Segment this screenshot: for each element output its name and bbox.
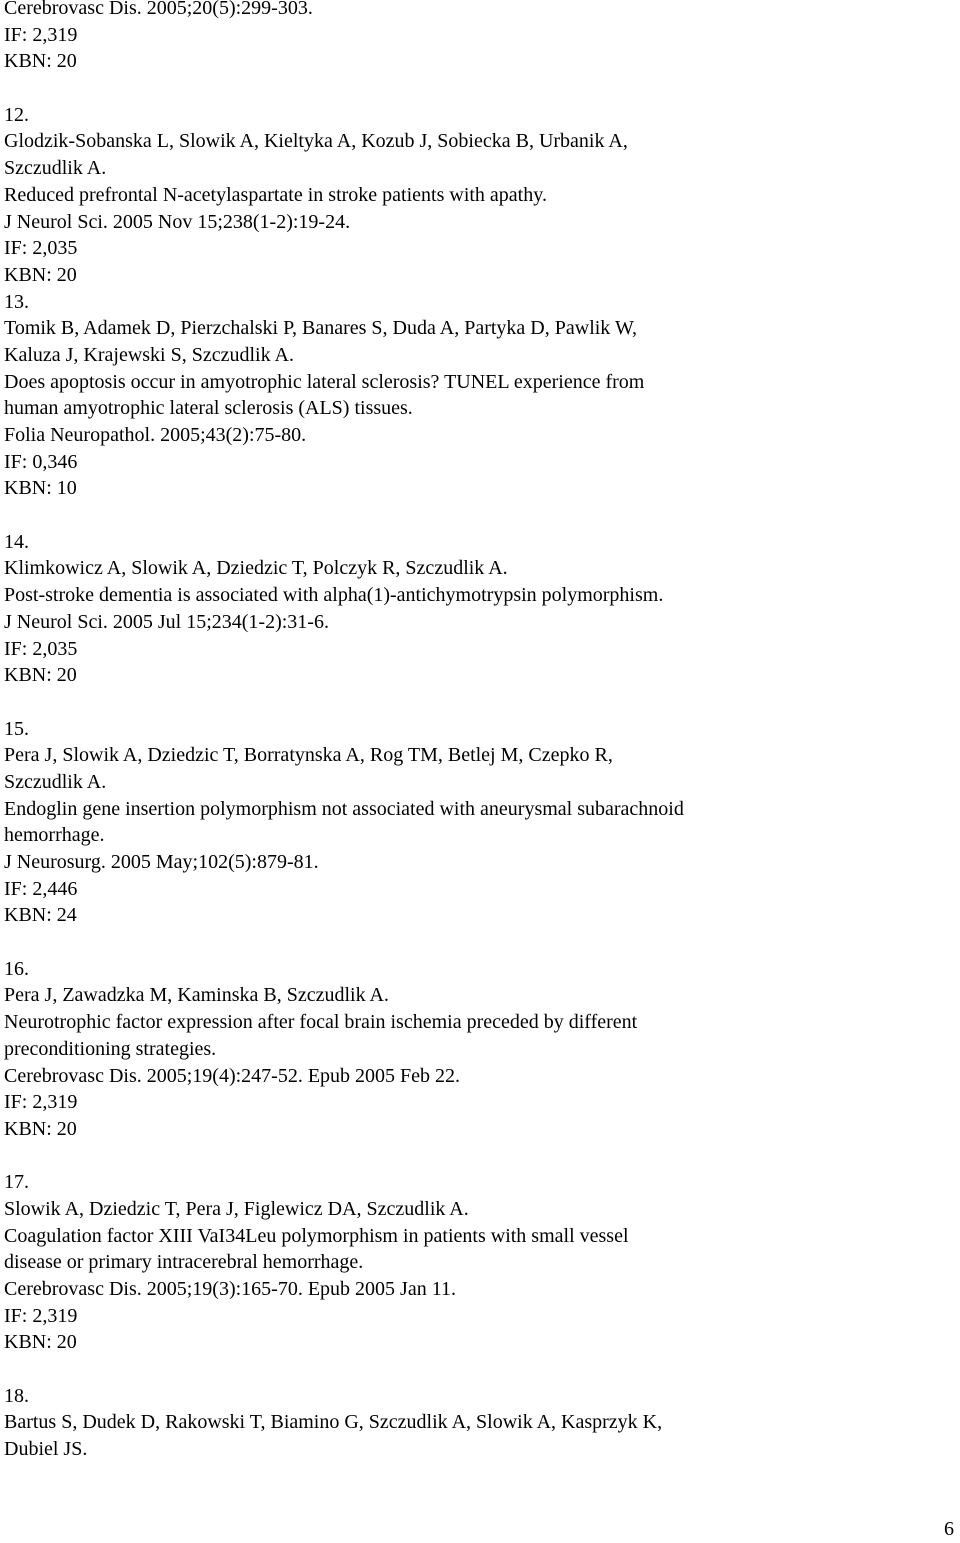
text-line: IF: 2,319 xyxy=(4,23,78,46)
text-line: IF: 0,346 xyxy=(4,450,78,473)
blank-line xyxy=(4,1143,944,1170)
text-line: 16. xyxy=(4,957,29,980)
text-line: Does apoptosis occur in amyotrophic lateral sclerosis? TUNEL experience from xyxy=(4,370,645,393)
text-line: Pera J, Zawadzka M, Kaminska B, Szczudlik A. xyxy=(4,984,389,1007)
text-line: Klimkowicz A, Slowik A, Dziedzic T, Polczyk R, Szczudlik A. xyxy=(4,557,508,580)
text-line: Bartus S, Dudek D, Rakowski T, Biamino G, Szczudlik A, Slowik A, Kasprzyk K, xyxy=(4,1411,663,1434)
text-line: Reduced prefrontal N-acetylaspartate in stroke patients with apathy. xyxy=(4,183,547,206)
text-line: Neurotrophic factor expression after focal brain ischemia preceded by different xyxy=(4,1011,638,1034)
text-line: 14. xyxy=(4,530,29,553)
blank-line xyxy=(4,1356,944,1383)
text-line: Coagulation factor XIII VaI34Leu polymorphism in patients with small vessel xyxy=(4,1224,629,1247)
text-line: Glodzik-Sobanska L, Slowik A, Kieltyka A, Kozub J, Sobiecka B, Urbanik A, xyxy=(4,130,628,153)
text-line: J Neurol Sci. 2005 Jul 15;234(1-2):31-6. xyxy=(4,610,329,633)
blank-line xyxy=(4,502,944,529)
text-line: preconditioning strategies. xyxy=(4,1037,217,1060)
text-line: Endoglin gene insertion polymorphism not associated with aneurysmal subarachnoid xyxy=(4,797,684,820)
blank-line xyxy=(4,689,944,716)
text-line: IF: 2,035 xyxy=(4,637,78,660)
text-line: Cerebrovasc Dis. 2005;19(4):247-52. Epub 2005 Feb 22. xyxy=(4,1064,461,1087)
text-line: IF: 2,035 xyxy=(4,237,78,260)
blank-line xyxy=(4,929,944,956)
text-line: KBN: 20 xyxy=(4,263,77,286)
text-line: IF: 2,319 xyxy=(4,1304,78,1327)
text-line: Post-stroke dementia is associated with alpha(1)-antichymotrypsin polymorphism. xyxy=(4,584,664,607)
text-line: IF: 2,319 xyxy=(4,1091,78,1114)
text-line: 18. xyxy=(4,1384,29,1407)
text-line: KBN: 20 xyxy=(4,664,77,687)
text-line: hemorrhage. xyxy=(4,824,105,847)
text-line: Cerebrovasc Dis. 2005;19(3):165-70. Epub 2005 Jan 11. xyxy=(4,1278,456,1300)
text-line: J Neurol Sci. 2005 Nov 15;238(1-2):19-24. xyxy=(4,210,351,233)
text-line: KBN: 24 xyxy=(4,904,77,927)
page-number: 6 xyxy=(944,1518,954,1540)
text-line: Slowik A, Dziedzic T, Pera J, Figlewicz DA, Szczudlik A. xyxy=(4,1197,469,1220)
text-line: Kaluza J, Krajewski S, Szczudlik A. xyxy=(4,343,294,366)
text-line: KBN: 20 xyxy=(4,1117,77,1140)
text-line: human amyotrophic lateral sclerosis (ALS) tissues. xyxy=(4,397,413,420)
text-line: Cerebrovasc Dis. 2005;20(5):299-303. xyxy=(4,0,313,19)
blank-line xyxy=(4,75,944,102)
text-line: Pera J, Slowik A, Dziedzic T, Borratynska A, Rog TM, Betlej M, Czepko R, xyxy=(4,744,613,767)
text-line: Folia Neuropathol. 2005;43(2):75-80. xyxy=(4,424,307,446)
text-line: disease or primary intracerebral hemorrhage. xyxy=(4,1251,364,1274)
text-line: J Neurosurg. 2005 May;102(5):879-81. xyxy=(4,851,319,873)
text-line: Szczudlik A. xyxy=(4,770,107,793)
text-line: Dubiel JS. xyxy=(4,1438,88,1461)
text-line: KBN: 20 xyxy=(4,1331,77,1354)
text-line: Tomik B, Adamek D, Pierzchalski P, Banares S, Duda A, Partyka D, Pawlik W, xyxy=(4,317,637,340)
text-line: Szczudlik A. xyxy=(4,157,107,180)
text-line: KBN: 10 xyxy=(4,477,77,500)
text-line: IF: 2,446 xyxy=(4,877,78,900)
text-line: 17. xyxy=(4,1171,29,1194)
text-line: KBN: 20 xyxy=(4,50,77,73)
document-body xyxy=(4,0,944,1463)
text-line: 13. xyxy=(4,290,29,313)
text-line: 15. xyxy=(4,717,29,740)
text-line: 12. xyxy=(4,103,29,126)
